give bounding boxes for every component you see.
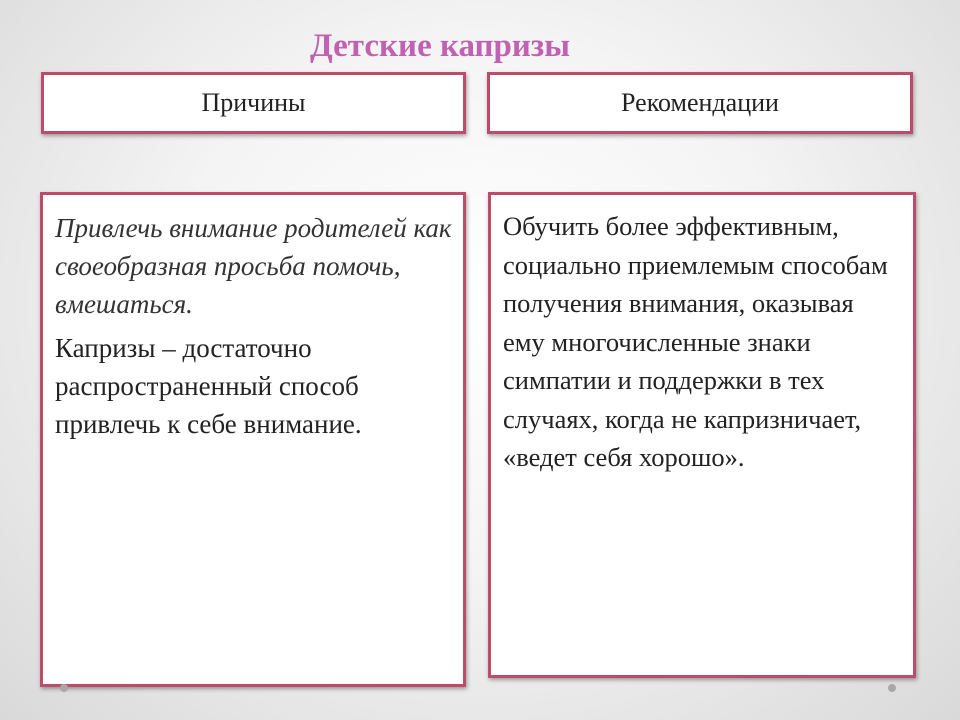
recommendations-header-label: Рекомендации [621, 88, 779, 117]
right-bullet-dot-icon [888, 684, 896, 692]
recommendations-header-box [487, 72, 913, 134]
causes-text: Капризы – достаточно распространенный способ привлечь к себе внимание. [55, 333, 362, 439]
left-bullet-dot-icon [60, 684, 68, 692]
slide-title: Детские капризы [310, 28, 570, 64]
causes-header-box [41, 72, 466, 134]
recommendations-content-box [488, 192, 916, 678]
causes-header-label: Причины [201, 88, 306, 117]
causes-content-box [40, 192, 466, 687]
causes-italic-text: Привлечь внимание родителей как своеобразная просьба помочь, вмешаться. [55, 213, 452, 319]
recommendations-text: Обучить более эффективным, социально приемлемым способам получения внимания, оказывая ему многочисленные знаки симпатии и поддержки в тех случаях, когда не капризничает, «ведет себя хорошо». [503, 211, 895, 472]
